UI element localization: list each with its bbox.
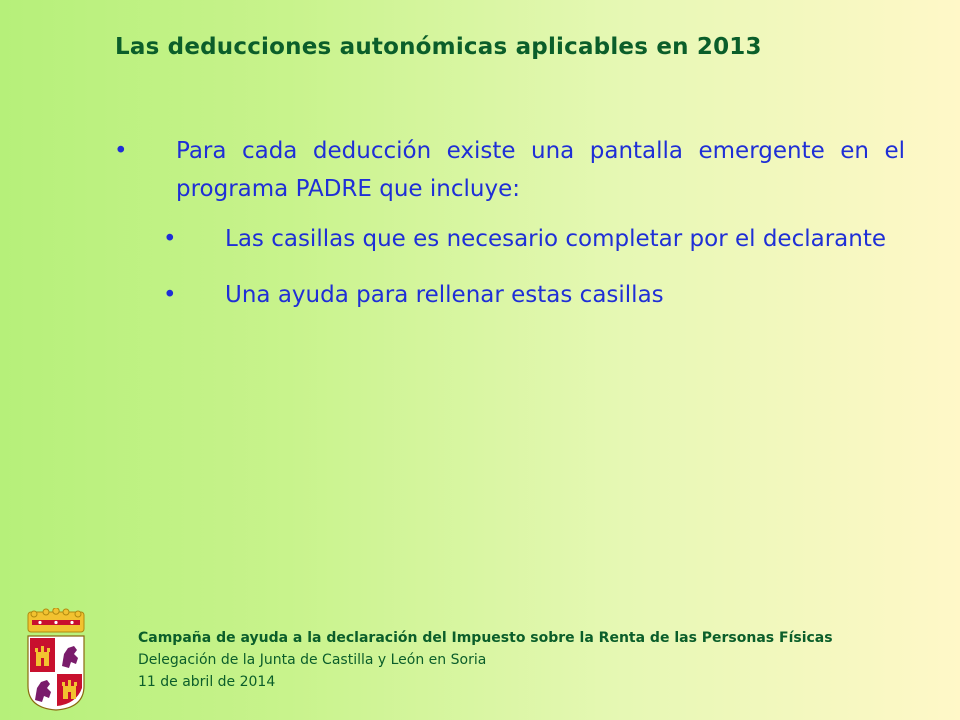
sub-bullet-item — [110, 220, 905, 258]
bullet-item — [110, 132, 905, 208]
crown-icon — [28, 608, 84, 632]
footer-delegation: Delegación de la Junta de Castilla y León en Soria — [138, 652, 487, 668]
bullet-marker: • — [163, 282, 177, 308]
bullet-text: Para cada deducción existe una pantalla emergente en el programa PADRE que incluye: — [176, 138, 905, 202]
bullet-list — [110, 132, 905, 314]
sub-bullet-item — [110, 276, 905, 314]
bullet-marker: • — [114, 138, 128, 164]
footer-date: 11 de abril de 2014 — [138, 674, 276, 690]
slide-title: Las deducciones autonómicas aplicables en 2013 — [115, 34, 762, 60]
bullet-marker: • — [163, 226, 177, 252]
footer-campaign: Campaña de ayuda a la declaración del Impuesto sobre la Renta de las Personas Físicas — [138, 630, 833, 646]
castilla-y-leon-coat-of-arms-icon — [24, 608, 88, 712]
footer — [138, 627, 948, 693]
shield-icon — [28, 636, 84, 710]
sub-bullet-text: Las casillas que es necesario completar por el declarante — [225, 226, 887, 252]
sub-bullet-text: Una ayuda para rellenar estas casillas — [225, 282, 664, 308]
